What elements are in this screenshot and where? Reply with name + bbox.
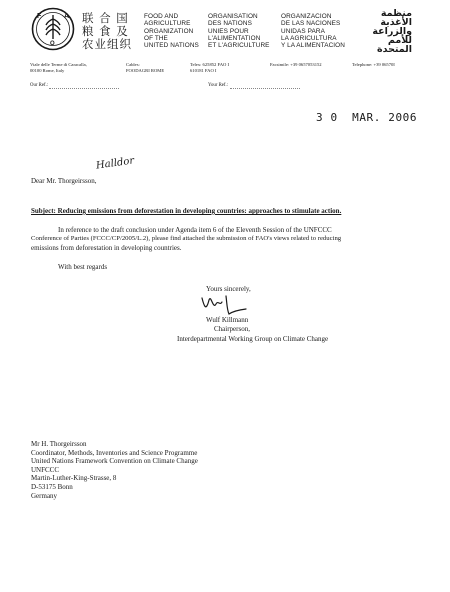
contact-facsimile: Facsimile: +39 0657053152 [270,62,322,67]
recipient-country: Germany [31,491,58,500]
contact-telex: Telex: 625852 FAO I 610181 FAO I [190,62,230,73]
org-name-spanish: ORGANIZACION DE LAS NACIONES UNIDAS PARA LA AGRICULTURA Y LA ALIMENTACION [281,13,345,50]
your-ref-rule [230,88,300,89]
closing-regards: With best regards [58,263,108,271]
contact-cables: Cables: FOODAGRI ROME [126,62,165,73]
recipient-name: Mr H. Thorgeirsson [31,440,87,448]
body-line-1: In reference to the draft conclusion under Agenda item 6 of the Eleventh Session of the UNFCCC [58,226,332,234]
recipient-abbr: UNFCCC [31,465,60,474]
our-ref-label: Our Ref.: [30,83,49,88]
salutation: Dear Mr. Thorgeirsson, [31,177,97,185]
recipient-address [31,440,198,500]
recipient-city: D-53175 Bonn [31,482,73,491]
your-ref-label: Your Ref.: [208,83,229,88]
signatory-title: Chairperson, [214,325,250,333]
org-name-french: ORGANISATION DES NATIONS UNIES POUR L'ALIMENTATION ET L'AGRICULTURE [208,13,270,50]
logo-letter-f: F [37,13,42,20]
logo-letter-a: A [64,13,70,20]
our-ref-rule [49,88,119,89]
org-name-arabic: منظمة الأغذية والزراعة للأمم المتحدة [372,8,412,55]
contact-telephone: Telephone: +39 06570I [352,62,395,67]
body-line-3: emissions from deforestation in developing countries. [31,244,182,252]
recipient-role: Coordinator, Methods, Inventories and Science Programme [31,448,198,457]
date-stamp: 3 0 MAR. 2006 [316,111,418,124]
org-name-english: FOOD AND AGRICULTURE ORGANIZATION OF THE UNITED NATIONS [144,13,199,50]
yours-sincerely: Yours sincerely, [206,285,251,293]
contact-address: Viale delle Terme di Caracalla, 00100 Rome, Italy [30,62,87,73]
org-name-chinese: 联 合 国 粮 食 及 农业组织 [82,11,132,51]
subject-line: Subject: Reducing emissions from deforestation in developing countries: approaches to stimulate action. [31,207,342,215]
recipient-street: Martin-Luther-King-Strasse, 8 [31,474,117,483]
handwritten-note: Halldor [95,155,135,172]
signatory-name: Wulf Killmann [206,316,249,324]
body-line-2: Conference of Parties (FCCC/CP/2005/L.2), please find attached the submission of FAO's views related to reducing [31,235,342,242]
signatory-group: Interdepartmental Working Group on Climate Change [177,335,329,343]
recipient-org: United Nations Framework Convention on Climate Change [31,457,198,466]
logo-letter-o: O [50,41,55,47]
letterhead [0,0,450,62]
